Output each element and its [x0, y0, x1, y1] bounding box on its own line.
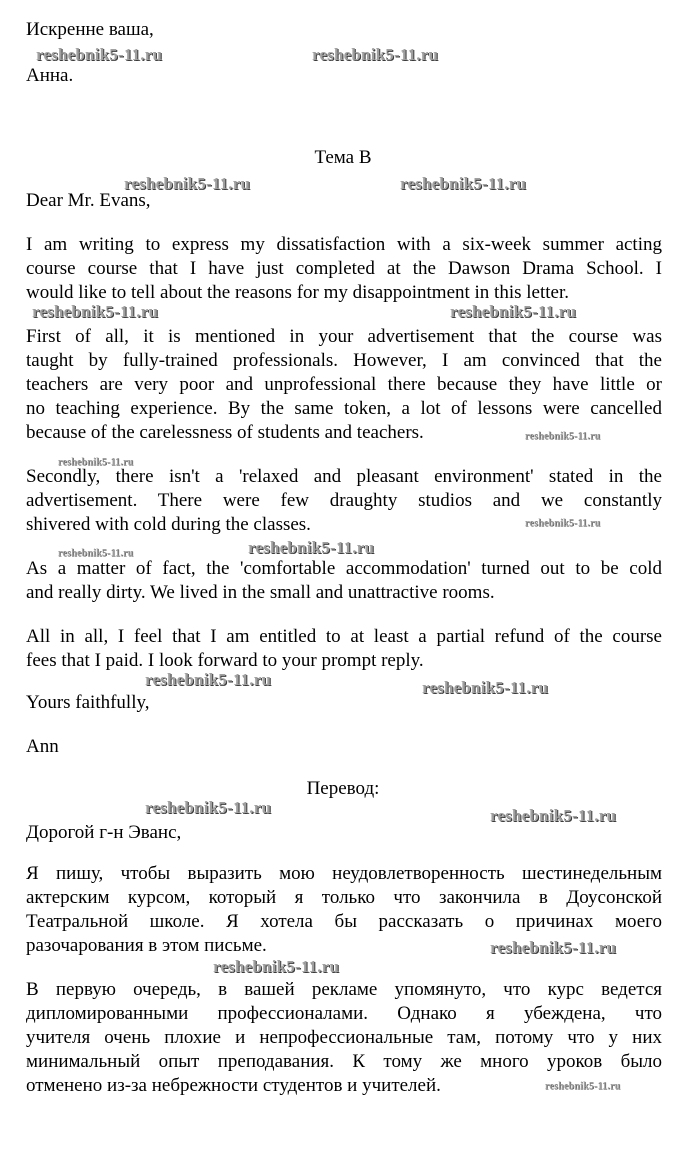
watermark: reshebnik5-11.ru — [36, 45, 163, 64]
watermark: reshebnik5-11.ru — [312, 45, 439, 64]
watermark: reshebnik5-11.ru — [58, 457, 134, 468]
watermark: reshebnik5-11.ru — [525, 518, 601, 529]
watermark: reshebnik5-11.ru — [525, 431, 601, 442]
watermark: reshebnik5-11.ru — [58, 548, 134, 559]
paragraph-line: taught by fully-trained professionals. However, I am convinced that the — [26, 350, 662, 371]
closing-name: Анна. — [26, 65, 74, 86]
watermark: reshebnik5-11.ru — [490, 806, 617, 825]
translation-salutation: Дорогой г-н Эванс, — [26, 822, 182, 843]
paragraph-line: В первую очередь, в вашей рекламе упомянуто, что курс ведется — [26, 979, 662, 1000]
paragraph-line: teachers are very poor and unprofessional there because they have little or — [26, 374, 662, 395]
paragraph-line: As a matter of fact, the 'comfortable accommodation' turned out to be cold — [26, 558, 662, 579]
paragraph-line: would like to tell about the reasons for my disappointment in this letter. — [26, 282, 569, 303]
watermark: reshebnik5-11.ru — [248, 538, 375, 557]
paragraph-line: I am writing to express my dissatisfaction with a six-week summer acting — [26, 234, 662, 255]
paragraph-line: shivered with cold during the classes. — [26, 514, 311, 535]
paragraph-line: Я пишу, чтобы выразить мою неудовлетворенность шестинедельным — [26, 863, 662, 884]
paragraph-line: fees that I paid. I look forward to your prompt reply. — [26, 650, 424, 671]
paragraph-line: because of the carelessness of students and teachers. — [26, 422, 424, 443]
translation-heading: Перевод: — [306, 778, 380, 799]
watermark: reshebnik5-11.ru — [124, 174, 251, 193]
paragraph-line: and really dirty. We lived in the small and unattractive rooms. — [26, 582, 495, 603]
watermark: reshebnik5-11.ru — [490, 938, 617, 957]
watermark: reshebnik5-11.ru — [32, 302, 159, 321]
paragraph-line: no teaching experience. By the same token, a lot of lessons were cancelled — [26, 398, 662, 419]
paragraph-line: учителя очень плохие и непрофессиональные там, потому что у них — [26, 1027, 662, 1048]
paragraph-line: дипломированными профессионалами. Однако я убеждена, что — [26, 1003, 662, 1024]
paragraph-line: advertisement. There were few draughty studios and we constantly — [26, 490, 662, 511]
section-heading: Тема B — [314, 147, 372, 168]
paragraph-line: актерским курсом, который я только что закончила в Доусонской — [26, 887, 662, 908]
paragraph-line: разочарования в этом письме. — [26, 935, 267, 956]
salutation: Dear Mr. Evans, — [26, 190, 151, 211]
watermark: reshebnik5-11.ru — [545, 1081, 621, 1092]
paragraph-line: First of all, it is mentioned in your advertisement that the course was — [26, 326, 662, 347]
watermark: reshebnik5-11.ru — [145, 798, 272, 817]
watermark: reshebnik5-11.ru — [213, 957, 340, 976]
paragraph-line: минимальный опыт преподавания. К тому же много уроков было — [26, 1051, 662, 1072]
signature: Ann — [26, 736, 59, 757]
closing-line: Искренне ваша, — [26, 19, 154, 40]
paragraph-line: All in all, I feel that I am entitled to at least a partial refund of the course — [26, 626, 662, 647]
signoff: Yours faithfully, — [26, 692, 150, 713]
watermark: reshebnik5-11.ru — [422, 678, 549, 697]
watermark: reshebnik5-11.ru — [450, 302, 577, 321]
paragraph-line: course course that I have just completed at the Dawson Drama School. I — [26, 258, 662, 279]
paragraph-line: Театральной школе. Я хотела бы рассказать о причинах моего — [26, 911, 662, 932]
paragraph-line: отменено из-за небрежности студентов и учителей. — [26, 1075, 441, 1096]
watermark: reshebnik5-11.ru — [145, 670, 272, 689]
paragraph-line: Secondly, there isn't a 'relaxed and pleasant environment' stated in the — [26, 466, 662, 487]
watermark: reshebnik5-11.ru — [400, 174, 527, 193]
